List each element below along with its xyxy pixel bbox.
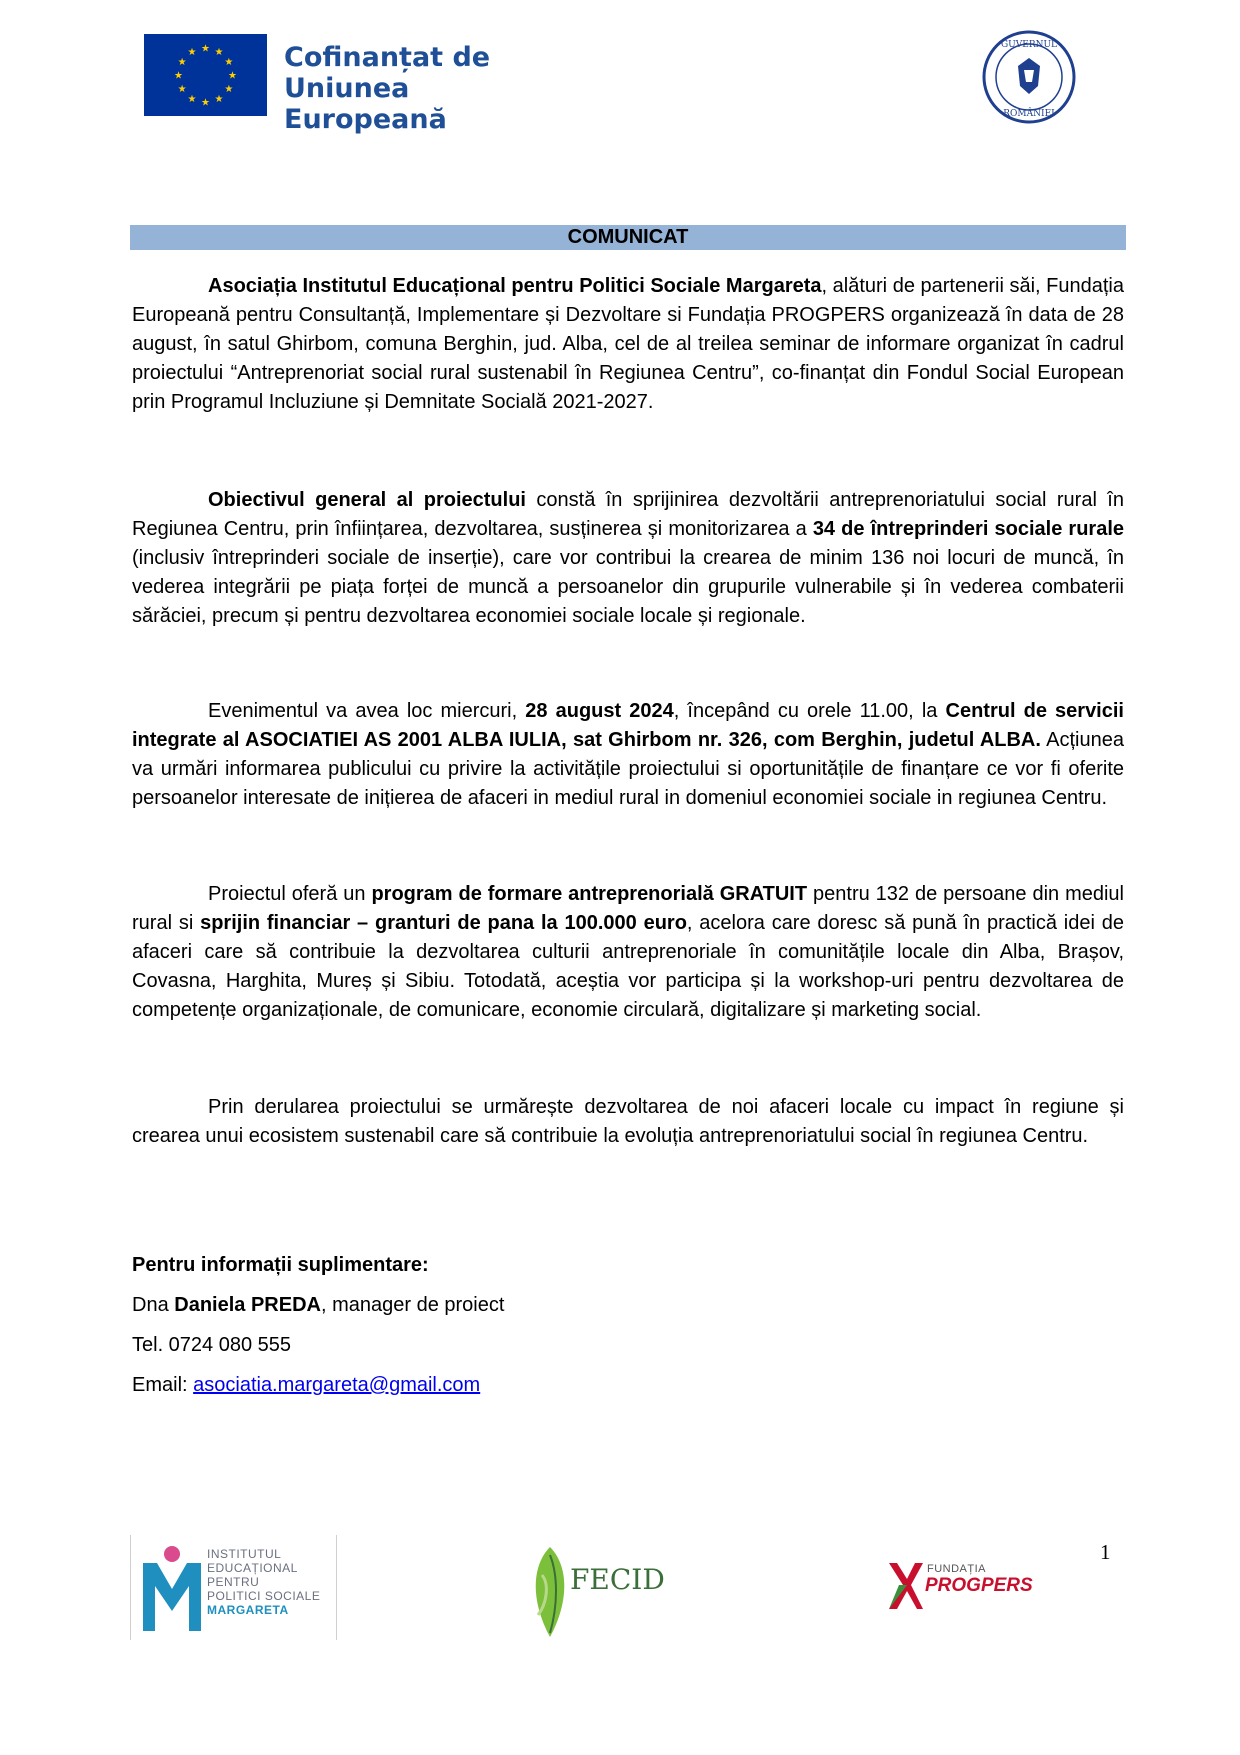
eu-flag-icon	[144, 34, 267, 116]
document-title-banner: COMUNICAT	[130, 225, 1126, 250]
paragraph-event: Evenimentul va avea loc miercuri, 28 august 2024, începând cu orele 11.00, la Centrul de servicii integrate al ASOCIATIEI AS 2001 ALBA IULIA, sat Ghirbom nr. 326, com Berghin, judetul ALBA. Acțiunea va urmări informarea publicului cu privire la activitățile proiectului si oportunitățile de finanțare ce vor fi oferite persoanelor interesate de inițierea de afaceri in mediul rural in domeniul economiei sociale in regiunea Centru.	[132, 700, 1124, 809]
eu-star-icon: ★	[201, 97, 210, 109]
iep-margareta-logo	[130, 1535, 337, 1640]
leaf-icon	[528, 1545, 572, 1640]
contact-person: Dna Daniela PREDA, manager de proiect	[132, 1294, 505, 1316]
iep-logo-text: INSTITUTUL EDUCAȚIONAL PENTRU POLITICI SOCIALE MARGARETA	[207, 1547, 321, 1617]
eu-star-icon: ★	[224, 57, 234, 68]
eu-star-icon: ★	[214, 47, 224, 59]
svg-text:ROMÂNIEI: ROMÂNIEI	[1003, 109, 1055, 119]
fecid-logo-text: FECID	[570, 1563, 665, 1596]
page-number: 1	[1100, 1540, 1111, 1564]
contact-email-link[interactable]: asociatia.margareta@gmail.com	[193, 1374, 481, 1396]
svg-text:GUVERNUL: GUVERNUL	[1000, 40, 1058, 50]
progpers-x-icon	[885, 1555, 925, 1615]
eu-logo-text: Cofinanțat de Uniunea Europeană	[284, 42, 491, 135]
fecid-logo	[528, 1545, 678, 1640]
eu-star-icon: ★	[174, 70, 183, 82]
contact-phone: Tel. 0724 080 555	[132, 1334, 292, 1356]
org-name: Asociația Institutul Educațional pentru Politici Sociale Margareta	[208, 275, 822, 297]
eu-star-icon: ★	[187, 93, 197, 105]
paragraph-conclusion: Prin derularea proiectului se urmărește dezvoltarea de noi afaceri locale cu impact în regiune și crearea unui ecosistem sustenabil care să contribuie la evoluția antreprenoriatului social în regiunea Centru.	[132, 1096, 1124, 1147]
eu-star-icon: ★	[228, 70, 237, 82]
paragraph-program: Proiectul oferă un program de formare antreprenorială GRATUIT pentru 132 de persoane din mediul rural si sprijin financiar – granturi de pana la 100.000 euro, acelora care doresc să pună în practică idei de afaceri care să contribuie la dezvoltarea culturii antreprenoriale în comunitățile locale din Alba, Brașov, Covasna, Harghita, Mureș și Sibiu. Totodată, aceștia vor participa și la workshop-uri pentru dezvoltarea de competențe organizaționale, de comunicare, economie circulară, digitalizare și marketing social.	[132, 883, 1124, 1021]
paragraph-intro: Asociația Institutul Educațional pentru Politici Sociale Margareta, alături de partenerii săi, Fundația Europeană pentru Consultanță, Implementare și Dezvoltare si Fundația PROGPERS organizează în data de 28 august, în satul Ghirbom, comuna Berghin, jud. Alba, cel de al treilea seminar de informare organizat în cadrul proiectului “Antreprenoriat social rural sustenabil în Regiunea Centru”, co-finanțat din Fondul Social European prin Programul Incluziune și Demnitate Socială 2021-2027.	[132, 275, 1124, 413]
eu-star-icon: ★	[177, 84, 187, 95]
iep-logo-icon	[137, 1541, 207, 1636]
eu-star-icon: ★	[177, 57, 187, 68]
progpers-logo: FUNDAȚIA PROGPERS	[885, 1555, 1035, 1625]
eu-cofinancing-logo	[144, 30, 580, 135]
paragraph-objective: Obiectivul general al proiectului constă în sprijinirea dezvoltării antreprenoriatului social rural în Regiunea Centru, prin înființarea, dezvoltarea, susținerea și monitorizarea a 34 de întreprinderi sociale rurale (inclusiv întreprinderi sociale de inserție), care vor contribui la crearea de minim 136 noi locuri de muncă, în vederea integrării pe piața forței de muncă a persoanelor din grupurile vulnerabile și în vederea combaterii sărăciei, precum și pentru dezvoltarea economiei sociale locale și regionale.	[132, 489, 1124, 627]
event-date: 28 august 2024	[525, 700, 674, 722]
contact-email-line: Email: asociatia.margareta@gmail.com	[132, 1374, 481, 1396]
contact-heading: Pentru informații suplimentare:	[132, 1254, 429, 1276]
event-location: Centrul de servicii integrate al ASOCIATIEI AS 2001 ALBA IULIA, sat Ghirbom nr. 326, com Berghin, judetul ALBA.	[132, 700, 1124, 751]
eu-star-icon: ★	[224, 84, 234, 95]
eu-star-icon: ★	[201, 43, 210, 55]
eu-star-icon: ★	[187, 47, 197, 59]
romanian-government-seal-icon	[982, 30, 1076, 124]
eu-star-icon: ★	[214, 93, 224, 105]
